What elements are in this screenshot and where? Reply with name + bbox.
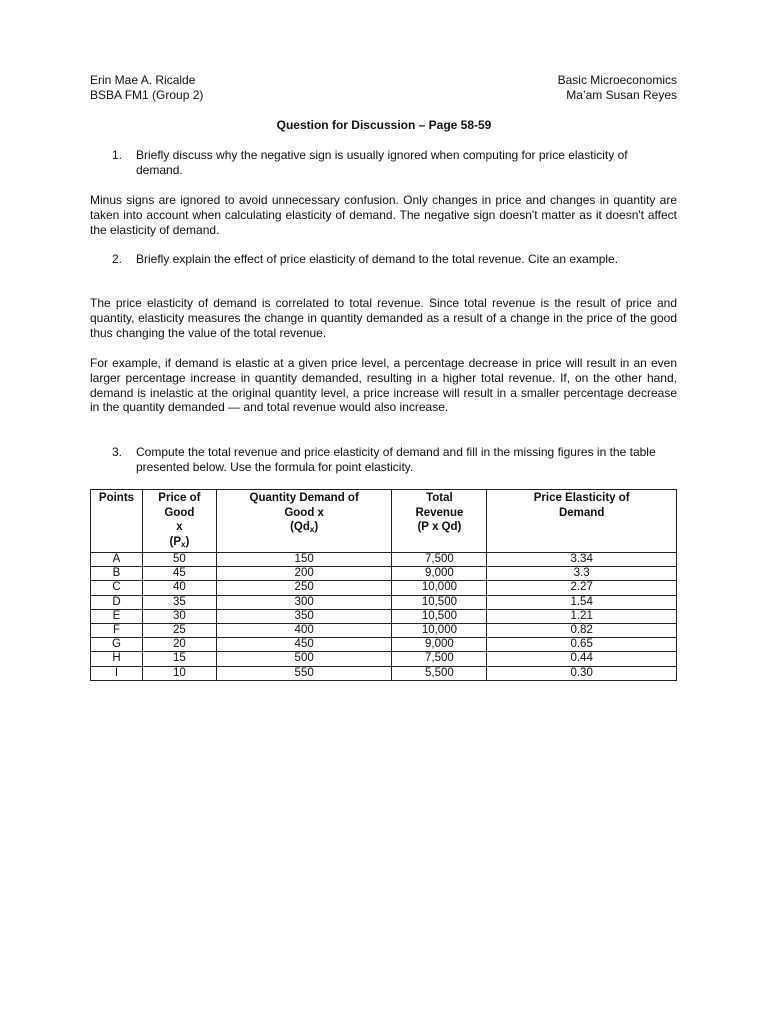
cell-revenue: 7,500 <box>392 553 487 567</box>
question-3 <box>112 445 677 475</box>
cell-elasticity: 2.27 <box>487 581 677 595</box>
table-row <box>91 567 677 581</box>
answer-2: The price elasticity of demand is correlated to total revenue. Since total revenue is the result of price and quantity, elasticity measures the change in quantity demanded as a result of a change in the price of the good thus changing the value of the total revenue. <box>90 296 677 340</box>
cell-point: H <box>91 652 143 666</box>
cell-elasticity: 0.30 <box>487 666 677 680</box>
cell-point: B <box>91 567 143 581</box>
cell-price: 10 <box>142 666 216 680</box>
subject-name: Basic Microeconomics <box>557 73 677 87</box>
cell-elasticity: 3.3 <box>487 567 677 581</box>
header-left <box>90 73 203 103</box>
cell-price: 45 <box>142 567 216 581</box>
header-right <box>558 73 677 103</box>
header-total-revenue: Total Revenue (P x Qd) <box>392 490 487 553</box>
header-elasticity: Price Elasticity of Demand <box>487 490 677 553</box>
answer-2-example: For example, if demand is elastic at a given price level, a percentage decrease in price will result in an even larger percentage increase in quantity demanded, resulting in a higher total revenue. If, on the other hand, demand is inelastic at the original quantity level, a price increase will result in a smaller percentage decrease in the quantity demanded — and total revenue would also increase. <box>90 356 677 415</box>
cell-quantity: 250 <box>216 581 392 595</box>
table-row <box>91 666 677 680</box>
cell-revenue: 10,500 <box>392 609 487 623</box>
table-row <box>91 638 677 652</box>
table-row <box>91 595 677 609</box>
cell-point: A <box>91 553 143 567</box>
cell-price: 50 <box>142 553 216 567</box>
table-row <box>91 624 677 638</box>
cell-elasticity: 1.54 <box>487 595 677 609</box>
instructor-name: Ma’am Susan Reyes <box>566 88 677 102</box>
cell-price: 20 <box>142 638 216 652</box>
cell-quantity: 350 <box>216 609 392 623</box>
cell-revenue: 10,000 <box>392 581 487 595</box>
cell-elasticity: 0.82 <box>487 624 677 638</box>
header-price: Price of Good x $(P_x)$ <box>142 490 216 553</box>
cell-revenue: 7,500 <box>392 652 487 666</box>
cell-point: E <box>91 609 143 623</box>
question-text: Briefly explain the effect of price elasticity of demand to the total revenue. Cite an example. <box>136 252 619 266</box>
question-text: Compute the total revenue and price elasticity of demand and fill in the missing figures in the table presented below. Use the formula for point elasticity. <box>136 445 656 474</box>
cell-price: 25 <box>142 624 216 638</box>
cell-elasticity: 1.21 <box>487 609 677 623</box>
cell-quantity: 150 <box>216 553 392 567</box>
cell-point: C <box>91 581 143 595</box>
cell-revenue: 10,500 <box>392 595 487 609</box>
table-body <box>91 553 677 681</box>
course-section: BSBA FM1 (Group 2) <box>90 88 204 102</box>
question-2 <box>112 252 677 267</box>
table-row <box>91 652 677 666</box>
cell-point: I <box>91 666 143 680</box>
cell-price: 30 <box>142 609 216 623</box>
cell-price: 15 <box>142 652 216 666</box>
cell-point: D <box>91 595 143 609</box>
cell-point: F <box>91 624 143 638</box>
cell-price: 35 <box>142 595 216 609</box>
cell-quantity: 450 <box>216 638 392 652</box>
header-points: Points <box>91 490 143 553</box>
cell-elasticity: 0.44 <box>487 652 677 666</box>
cell-point: G <box>91 638 143 652</box>
cell-elasticity: 3.34 <box>487 553 677 567</box>
cell-revenue: 5,500 <box>392 666 487 680</box>
table-row <box>91 553 677 567</box>
cell-elasticity: 0.65 <box>487 638 677 652</box>
question-number: 1. <box>112 148 123 162</box>
cell-price: 40 <box>142 581 216 595</box>
cell-quantity: 550 <box>216 666 392 680</box>
cell-quantity: 400 <box>216 624 392 638</box>
cell-revenue: 9,000 <box>392 638 487 652</box>
cell-revenue: 10,000 <box>392 624 487 638</box>
table-row <box>91 581 677 595</box>
question-number: 2. <box>112 252 123 266</box>
cell-quantity: 300 <box>216 595 392 609</box>
table-row <box>91 609 677 623</box>
cell-quantity: 500 <box>216 652 392 666</box>
header-quantity: Quantity Demand of Good x $(Qd_x)$ <box>216 490 392 553</box>
answer-1: Minus signs are ignored to avoid unnecessary confusion. Only changes in price and changes in quantity are taken into account when calculating elasticity of demand. The negative sign doesn't matter as it doesn't affect the elasticity of demand. <box>90 193 677 237</box>
question-text: Briefly discuss why the negative sign is usually ignored when computing for price elasticity of demand. <box>136 148 628 177</box>
cell-revenue: 9,000 <box>392 567 487 581</box>
cell-quantity: 200 <box>216 567 392 581</box>
question-number: 3. <box>112 445 123 459</box>
elasticity-table <box>90 489 677 681</box>
table-header-row <box>91 490 677 553</box>
question-1 <box>112 148 677 178</box>
page-title: Question for Discussion – Page 58-59 <box>276 118 492 132</box>
student-name: Erin Mae A. Ricalde <box>90 73 196 87</box>
